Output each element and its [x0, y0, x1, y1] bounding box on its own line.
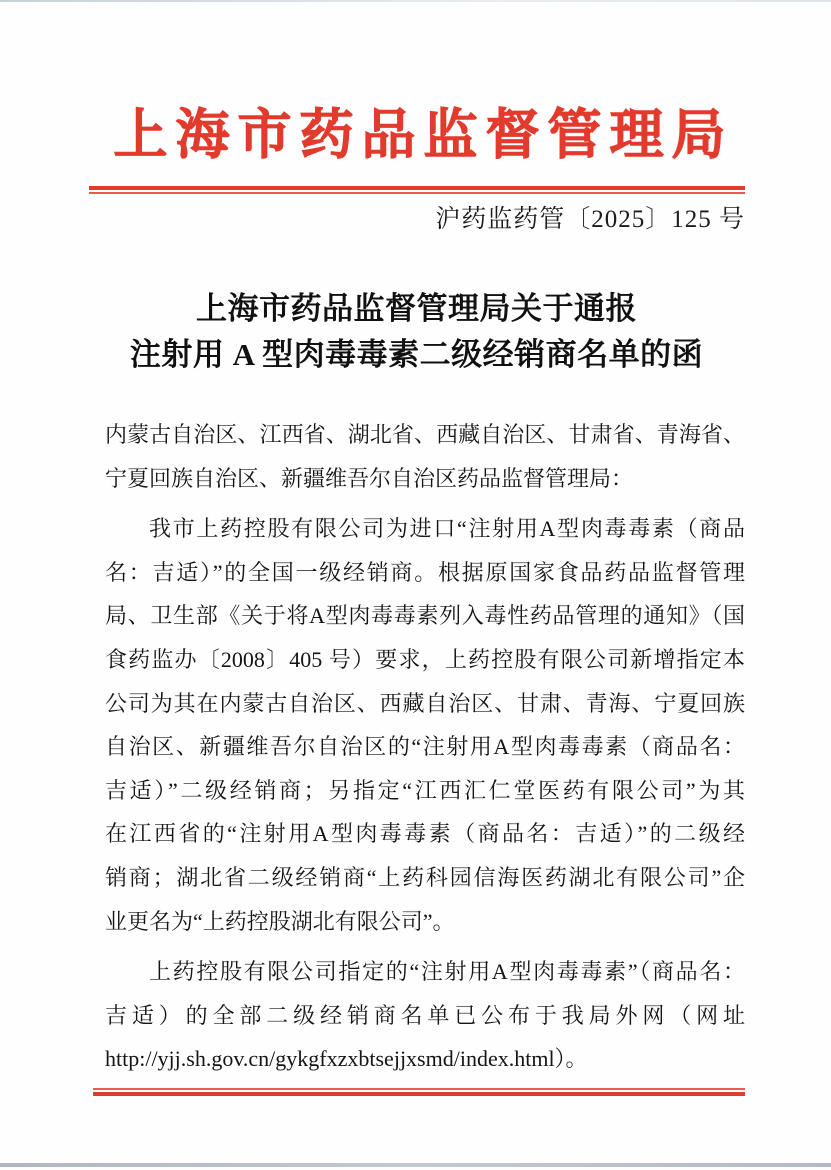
body-line: 上药控股有限公司指定的“注射用A型肉毒毒素”（商品名： [149, 959, 745, 985]
document-body [105, 413, 745, 1081]
document-number: 沪药监药管〔2025〕125 号 [435, 206, 745, 233]
body-line: 在江西省的“注射用A型肉毒毒素（商品名：吉适）”的二级经 [105, 821, 745, 847]
body-line: 我市上药控股有限公司为进口“注射用A型肉毒毒素（商品 [149, 516, 745, 542]
scan-edge-bottom [0, 1163, 831, 1167]
document-title [88, 286, 745, 378]
body-line: 局、卫生部《关于将A型肉毒毒素列入毒性药品管理的通知》（国 [105, 603, 745, 629]
divider-thin-line [89, 192, 745, 194]
letterhead-divider [89, 186, 745, 194]
document-title-line1: 上海市药品监督管理局关于通报 [196, 291, 637, 326]
body-line: 销商；湖北省二级经销商“上药科园信海医药湖北有限公司”企 [105, 864, 745, 890]
divider-thick-line [93, 1092, 745, 1096]
agency-letterhead: 上海市药品监督管理局 [113, 105, 734, 165]
footer-divider [93, 1088, 745, 1096]
body-line: 吉适）的全部二级经销商名单已公布于我局外网（网址 [105, 1002, 745, 1028]
body-line: 业更名为“上药控股湖北有限公司”。 [105, 908, 455, 934]
body-line: 食药监办〔2008〕405 号）要求，上药控股有限公司新增指定本 [105, 646, 745, 672]
paragraph [105, 413, 745, 500]
body-line: 内蒙古自治区、江西省、湖北省、西藏自治区、甘肃省、青海省、 [105, 422, 745, 447]
paragraph [105, 950, 745, 1081]
body-line: 吉适）”二级经销商；另指定“江西汇仁堂医药有限公司”为其 [105, 777, 745, 803]
scan-edge-top [0, 0, 831, 2]
paragraph [105, 507, 745, 943]
body-line: 宁夏回族自治区、新疆维吾尔自治区药品监督管理局： [105, 465, 634, 491]
body-line: 名：吉适）”的全国一级经销商。根据原国家食品药品监督管理 [105, 559, 745, 585]
body-line: 自治区、新疆维吾尔自治区的“注射用A型肉毒毒素（商品名： [105, 734, 745, 760]
body-line: 公司为其在内蒙古自治区、西藏自治区、甘肃、青海、宁夏回族 [105, 690, 745, 716]
document-title-line2: 注射用 A 型肉毒毒素二级经销商名单的函 [129, 337, 704, 372]
body-line: http://yjj.sh.gov.cn/gykgfxzxbtsejjxsmd/index.html）。 [105, 1046, 588, 1072]
